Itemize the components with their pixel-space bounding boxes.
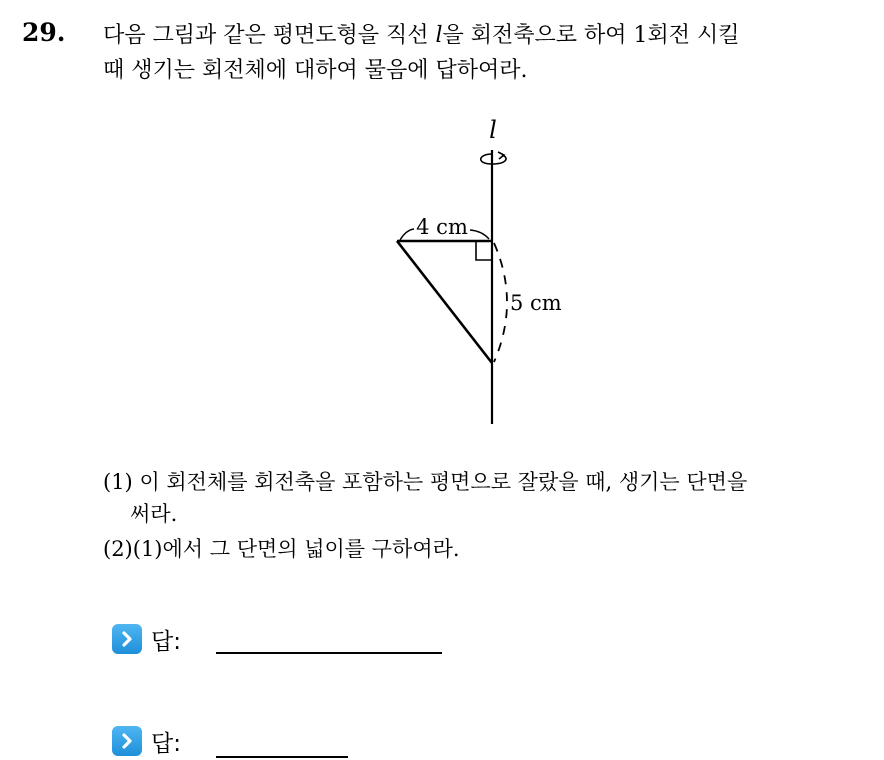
sub-question-2-label: (2) — [103, 537, 133, 561]
rotation-arrow-icon — [481, 152, 506, 164]
chevron-right-icon — [112, 624, 142, 654]
sub-question-1-label: (1) — [103, 470, 133, 494]
question-text — [103, 18, 873, 88]
base-brace-right — [470, 230, 489, 239]
sub-question-1 — [103, 466, 873, 498]
sub-question-1-text: 이 회전체를 회전축을 포함하는 평면으로 잘랐을 때, 생기는 단면을 — [139, 470, 748, 494]
chevron-right-icon — [112, 726, 142, 756]
sub-question-1-continued: 써라. — [130, 502, 178, 526]
question-line-1-start: 다음 그림과 같은 평면도형을 직선 — [103, 23, 436, 48]
height-length-label: 5 cm — [510, 291, 562, 315]
answer-blank-1[interactable] — [216, 652, 442, 654]
answer-row-1 — [112, 622, 181, 656]
answer-label-2: 답: — [151, 730, 181, 757]
question-number: 29. — [22, 18, 66, 47]
question-line-1-end: 을 회전축으로 하여 1회전 시킬 — [442, 23, 740, 48]
height-dashed-arc — [494, 243, 507, 362]
rotation-figure — [380, 112, 570, 432]
right-angle-mark — [476, 241, 492, 260]
base-brace-left — [400, 229, 414, 240]
base-length-label: 4 cm — [416, 215, 468, 239]
answer-blank-2[interactable] — [216, 756, 348, 758]
question-line-1 — [103, 18, 873, 53]
axis-label: l — [489, 116, 497, 144]
question-line-2: 때 생기는 회전체에 대하여 물음에 답하여라. — [103, 58, 528, 83]
answer-label-1: 답: — [151, 628, 181, 655]
sub-question-2-text: (1)에서 그 단면의 넓이를 구하여라. — [132, 537, 460, 561]
sub-question-2 — [103, 533, 873, 565]
answer-row-2 — [112, 724, 181, 758]
axis-variable: l — [435, 23, 443, 48]
